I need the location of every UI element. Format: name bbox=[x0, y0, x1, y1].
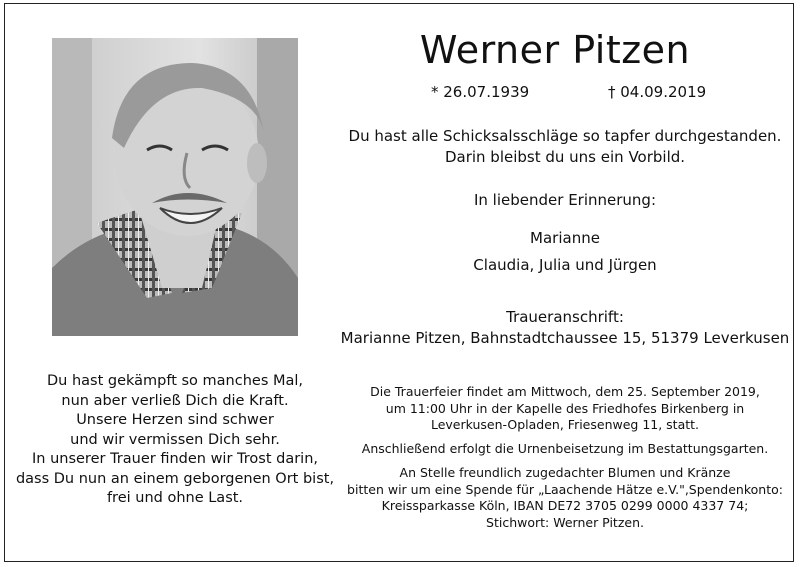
ceremony-line: um 11:00 Uhr in der Kapelle des Friedhofes Birkenberg in bbox=[385, 400, 745, 416]
mourner-name: Marianne bbox=[530, 229, 600, 247]
poem-line: und wir vermissen Dich sehr. bbox=[70, 431, 280, 448]
donation-line: bitten wir um eine Spende für „Laachende Hätze e.V.",Spendenkonto: bbox=[347, 481, 783, 497]
birth-date: * 26.07.1939 bbox=[431, 83, 530, 101]
mourner-name: Claudia, Julia und Jürgen bbox=[473, 256, 657, 274]
address-heading: Traueranschrift: bbox=[506, 308, 624, 326]
ceremony-line: Die Trauerfeier findet am Mittwoch, dem 25. September 2019, bbox=[370, 384, 760, 399]
mourners-list bbox=[330, 228, 800, 276]
poem-line: In unserer Trauer finden wir Trost darin, bbox=[32, 451, 318, 467]
poem-line: frei und ohne Last. bbox=[106, 490, 244, 506]
ceremony-line: Leverkusen-Opladen, Friesenweg 11, statt. bbox=[430, 417, 700, 432]
poem-line: nun aber verließ Dich die Kraft. bbox=[61, 392, 289, 409]
tribute-line: Du hast alle Schicksalsschläge so tapfer durchgestanden. bbox=[348, 127, 782, 145]
donation-line: Stichwort: Werner Pitzen. bbox=[486, 514, 644, 530]
donation-info bbox=[330, 465, 800, 531]
poem-line: Du hast gekämpft so manches Mal, bbox=[46, 373, 304, 389]
donation-line: An Stelle freundlich zugedachter Blumen und Kränze bbox=[399, 465, 731, 480]
poem-line: Unsere Herzen sind schwer bbox=[76, 412, 274, 428]
tribute-text bbox=[330, 126, 800, 168]
poem-line: dass Du nun an einem geborgenen Ort bist, bbox=[15, 470, 335, 487]
tribute-line: Darin bleibst du uns ein Vorbild. bbox=[444, 148, 686, 166]
address-block bbox=[330, 307, 800, 349]
burial-info: Anschließend erfolgt die Urnenbeisetzung im Bestattungsgarten. bbox=[361, 441, 769, 456]
death-date: † 04.09.2019 bbox=[608, 83, 707, 101]
deceased-name: Werner Pitzen bbox=[419, 28, 691, 72]
donation-line: Kreissparkasse Köln, IBAN DE72 3705 0299 0000 4337 74; bbox=[381, 498, 749, 513]
poem bbox=[10, 372, 340, 509]
portrait-photo bbox=[52, 38, 298, 336]
ceremony-info bbox=[330, 384, 800, 434]
address-text: Marianne Pitzen, Bahnstadtchaussee 15, 51379 Leverkusen bbox=[340, 329, 790, 347]
memory-heading: In liebender Erinnerung: bbox=[473, 191, 656, 209]
